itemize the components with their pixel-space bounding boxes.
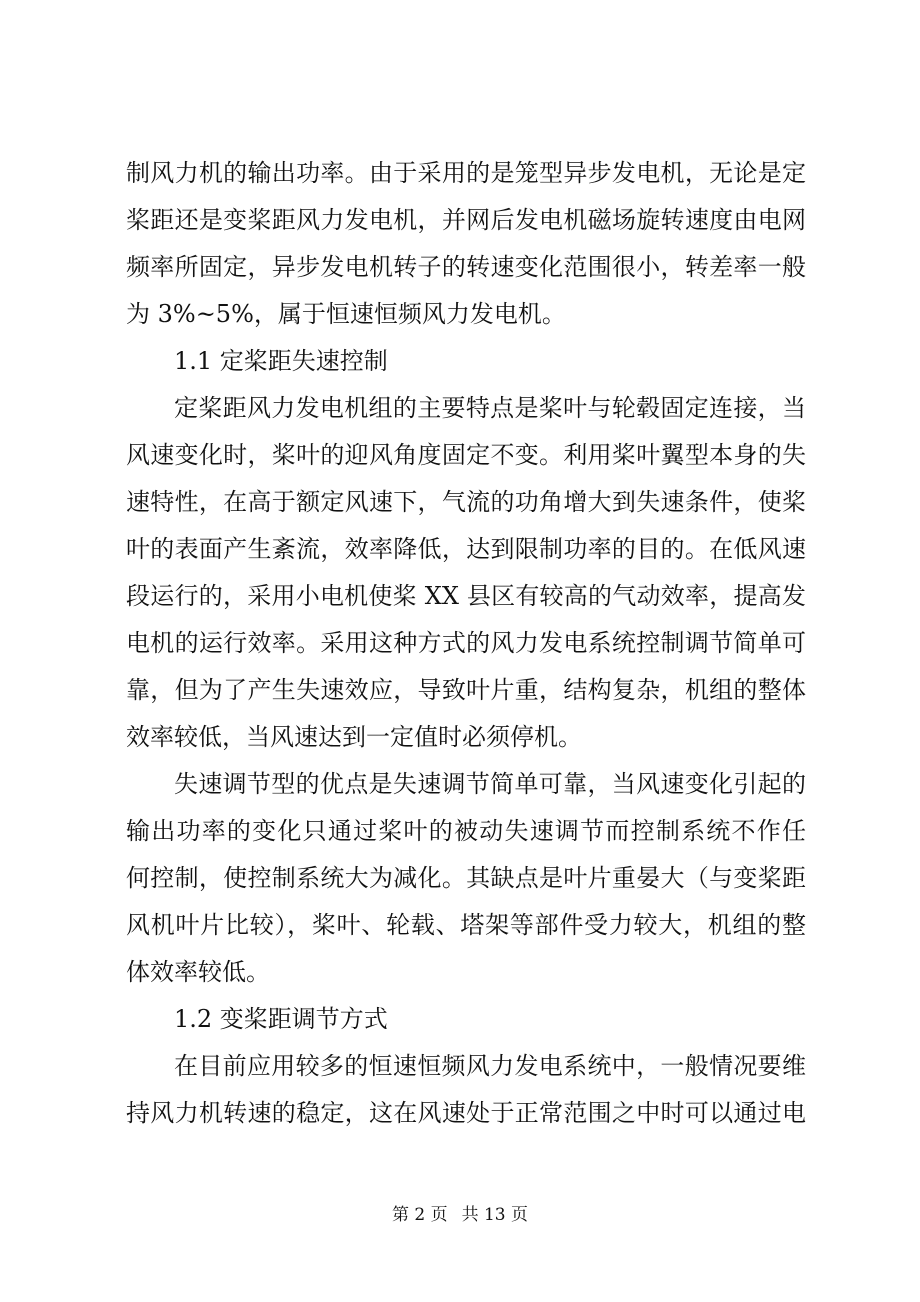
text-line: 频率所固定，异步发电机转子的转速变化范围很小，转差率一般 xyxy=(126,253,806,281)
text-line: 输出功率的变化只通过桨叶的被动失速调节而控制系统不作任 xyxy=(126,817,806,845)
text-line: 电机的运行效率。采用这种方式的风力发电系统控制调节简单可 xyxy=(126,629,806,657)
text-line: 体效率较低。 xyxy=(126,958,270,986)
text-line: 速特性，在高于额定风速下，气流的功角增大到失速条件，使桨 xyxy=(126,488,806,516)
text-line: 效率较低，当风速达到一定值时必须停机。 xyxy=(126,723,582,751)
text-line: 定桨距风力发电机组的主要特点是桨叶与轮毂固定连接，当 xyxy=(174,394,806,422)
section-heading-1-1: 1.1 定桨距失速控制 xyxy=(174,347,388,375)
text-line: 制风力机的输出功率。由于采用的是笼型异步发电机，无论是定 xyxy=(126,159,806,187)
paragraph-1-2-a xyxy=(126,1043,806,1137)
text-line: 叶的表面产生紊流，效率降低，达到限制功率的目的。在低风速 xyxy=(126,535,806,563)
text-line: 失速调节型的优点是失速调节简单可靠，当风速变化引起的 xyxy=(174,770,806,798)
text-line: 靠，但为了产生失速效应，导致叶片重，结构复杂，机组的整体 xyxy=(126,676,806,704)
text-line: 段运行的，采用小电机使桨 XX 县区有较高的气动效率，提高发 xyxy=(126,582,806,610)
page-footer xyxy=(0,1200,920,1225)
page-total: 共 13 页 xyxy=(461,1205,529,1225)
text-line: 何控制，使控制系统大为减化。其缺点是叶片重晏大（与变桨距 xyxy=(126,864,806,892)
text-line: 为 3%~5%，属于恒速恒频风力发电机。 xyxy=(126,300,566,328)
text-line: 风速变化时，桨叶的迎风角度固定不变。利用桨叶翼型本身的失 xyxy=(126,441,806,469)
page-number: 第 2 页 xyxy=(391,1205,448,1225)
paragraph-1-1-b xyxy=(126,761,806,996)
paragraph-1-1-a xyxy=(126,385,806,761)
text-line: 持风力机转速的稳定，这在风速处于正常范围之中时可以通过电 xyxy=(126,1099,806,1127)
paragraph-intro xyxy=(126,150,806,338)
document-page xyxy=(126,150,806,1137)
section-heading-1-2: 1.2 变桨距调节方式 xyxy=(174,1005,388,1033)
text-line: 在目前应用较多的恒速恒频风力发电系统中，一般情况要维 xyxy=(174,1052,806,1080)
text-line: 风机叶片比较），桨叶、轮载、塔架等部件受力较大，机组的整 xyxy=(126,911,806,939)
text-line: 桨距还是变桨距风力发电机，并网后发电机磁场旋转速度由电网 xyxy=(126,206,806,234)
